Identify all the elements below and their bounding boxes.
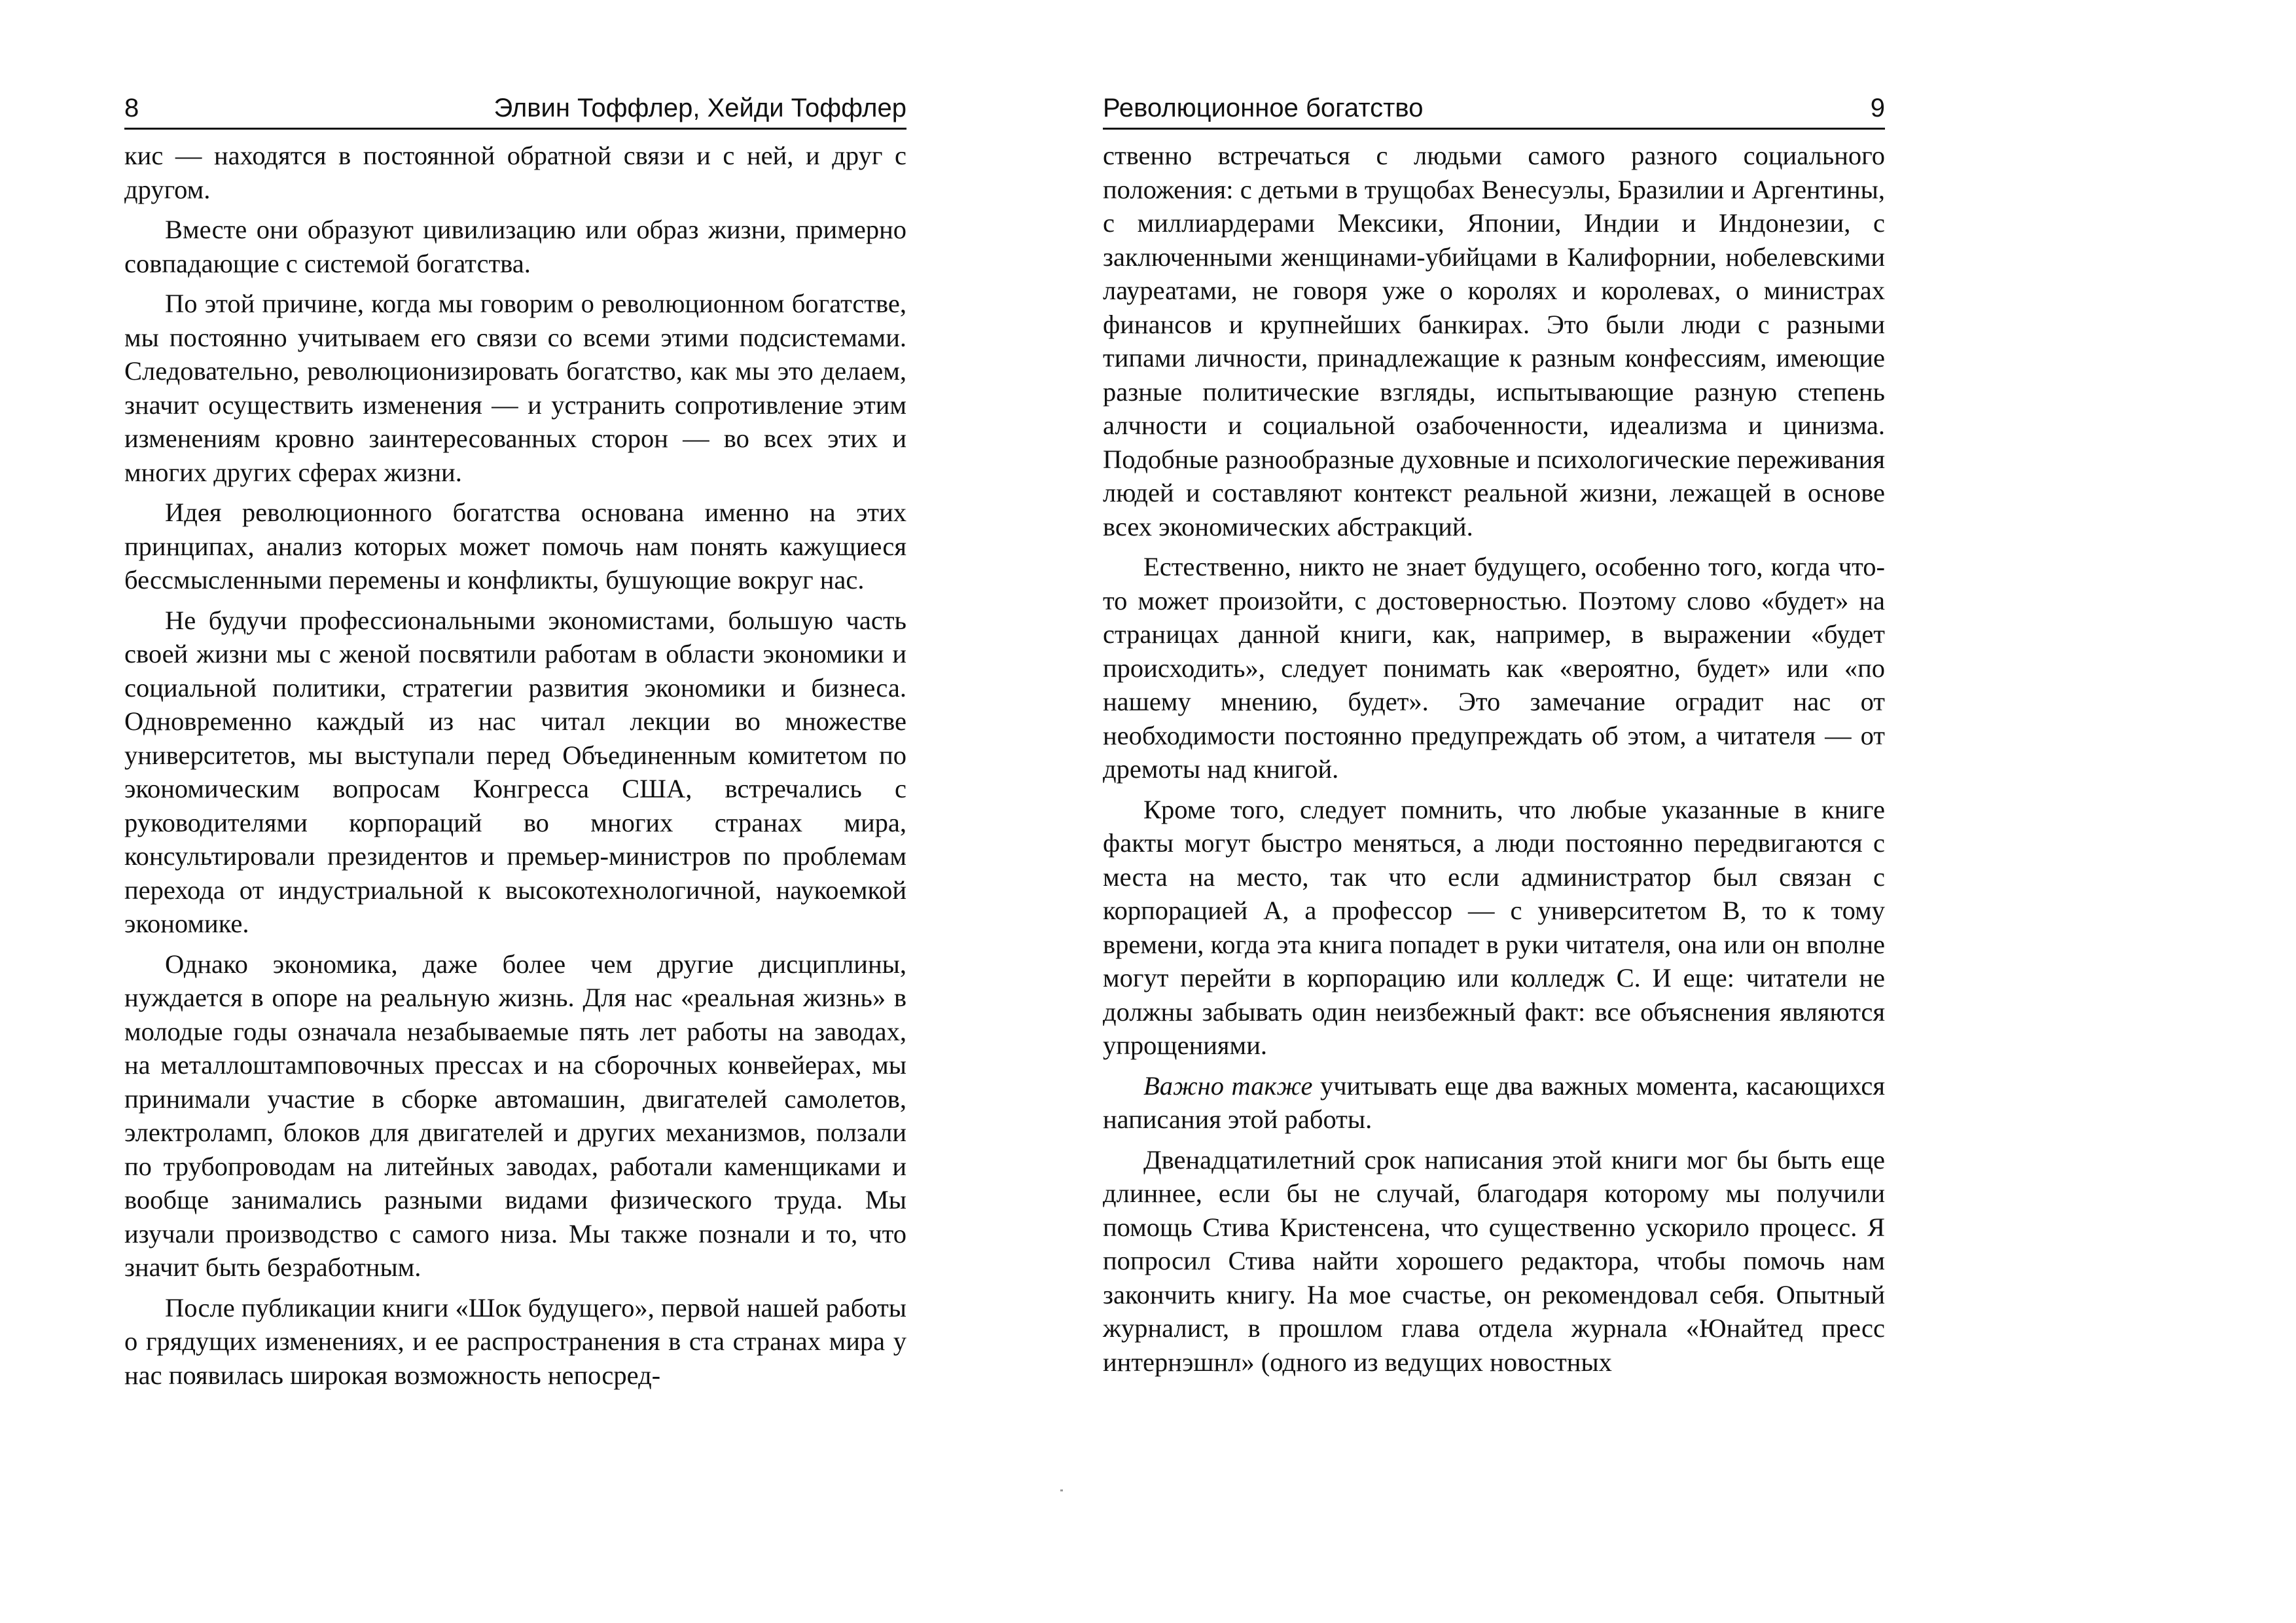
right-page xyxy=(1103,88,1885,1385)
left-paragraph-7: После публикации книги «Шок будущего», первой нашей работы о грядущих изменениях, и ее распространения в ста странах мира у нас появилась широкая возможность непосред- xyxy=(124,1292,906,1390)
right-paragraph-4 xyxy=(1103,1069,1885,1137)
right-paragraph-2: Естественно, никто не знает будущего, особенно того, когда что-то может произойти, с достоверностью. Поэтому слово «будет» на страницах данной книги, как, например, в выражении «будет происходить», следует понимать как «вероятно, будет» или «по нашему мнению, будет». Это замечание оградит нас от необходимости постоянно предупреждать об этом, а читателя — от дремоты над книгой. xyxy=(1103,552,1885,784)
right-paragraph-4-rest: учитывать еще два важных момента, касающихся написания этой работы. xyxy=(1103,1070,1885,1134)
right-paragraph-5: Двенадцатилетний срок написания этой книги мог бы быть еще длиннее, если бы не случай, благодаря которому мы получили помощь Стива Кристенсена, что существенно ускорило процесс. Я попросил Стива найти хорошего редактора, чтобы помочь нам закончить книгу. На мое счастье, он рекомендовал себя. Опытный журналист, в прошлом глава отдела журнала «Юнайтед пресс интернэшнл» (одного из ведущих новостных xyxy=(1103,1144,1885,1377)
left-running-head xyxy=(124,88,906,130)
left-paragraph-2: Вместе они образуют цивилизацию или образ жизни, примерно совпадающие с системой богатства. xyxy=(124,215,906,278)
right-page-body xyxy=(1103,139,1885,1379)
left-paragraph-3: По этой причине, когда мы говорим о революционном богатстве, мы постоянно учитываем его связи со всеми этими подсистемами. Следовательно, революционизировать богатство, как мы это делаем, значит осуществить изменения — и устранить сопротивление этим изменениям кровно заинтересованных сторон — во всех этих и многих других сферах жизни. xyxy=(124,289,906,487)
right-paragraph-4-italic-lead: Важно также xyxy=(1143,1070,1313,1101)
left-page-body xyxy=(124,139,906,1392)
scan-speck xyxy=(1060,1489,1063,1491)
left-paragraph-5: Не будучи профессиональными экономистами, большую часть своей жизни мы с женой посвятили работам в области экономики и социальной политики, стратегии развития экономики и бизнеса. Одновременно каждый из нас читал лекции во множестве университетов, мы выступали перед Объединенным комитетом по экономическим вопросам Конгресса США, встречались с руководителями корпораций во многих странах мира, консультировали президентов и премьер-министров по проблемам перехода от индустриальной к высокотехнологичной, наукоемкой экономике. xyxy=(124,605,906,938)
right-page-number: 9 xyxy=(1870,94,1885,122)
left-paragraph-4: Идея революционного богатства основана именно на этих принципах, анализ которых может помочь нам понять кажущиеся бессмысленными перемены и конфликты, бушующие вокруг нас. xyxy=(124,498,906,594)
right-running-head-title: Революционное богатство xyxy=(1103,94,1424,122)
right-running-head xyxy=(1103,88,1885,130)
right-paragraph-1: ственно встречаться с людьми самого разного социального положения: с детьми в трущобах Венесуэлы, Бразилии и Аргентины, с миллиардерами Мексики, Японии, Индии и Индонезии, с заключенными женщинами-убийцами в Калифорнии, нобелевскими лауреатами, не говоря уже о королях и королевах, о министрах финансов и крупнейших банкирах. Это были люди с разными типами личности, принадлежащие к разным конфессиям, имеющие разные политические взгляды, испытывающие разную степень алчности и социальной озабоченности, идеализма и цинизма. Подобные разнообразные духовные и психологические переживания людей и составляют контекст реальной жизни, лежащей в основе всех экономических абстракций. xyxy=(1103,141,1885,541)
left-page-number: 8 xyxy=(124,94,139,122)
left-running-head-authors: Элвин Тоффлер, Хейди Тоффлер xyxy=(493,94,906,122)
left-paragraph-6: Однако экономика, даже более чем другие дисциплины, нуждается в опоре на реальную жизнь. Для нас «реальная жизнь» в молодые годы означала незабываемые пять лет работы на заводах, на металлоштамповочных прессах и на сборочных конвейерах, мы принимали участие в сборке автомашин, двигателей самолетов, электроламп, блоков для двигателей и других механизмов, ползали по трубопроводам на литейных заводах, работали каменщиками и вообще занимались разными видами физического труда. Мы изучали производство с самого низа. Мы также познали и то, что значит быть безработным. xyxy=(124,949,906,1282)
left-page xyxy=(124,88,906,1398)
right-paragraph-3: Кроме того, следует помнить, что любые указанные в книге факты могут быстро меняться, а люди постоянно передвигаются с места на место, так что если администратор был связан с корпорацией А, а профессор — с университетом В, то к тому времени, когда эта книга попадет в руки читателя, она или он вполне могут перейти в корпорацию или колледж С. И еще: читатели не должны забывать один неизбежный факт: все объяснения являются упрощениями. xyxy=(1103,794,1885,1060)
left-paragraph-1: кис — находятся в постоянной обратной связи и с ней, и друг с другом. xyxy=(124,141,906,204)
